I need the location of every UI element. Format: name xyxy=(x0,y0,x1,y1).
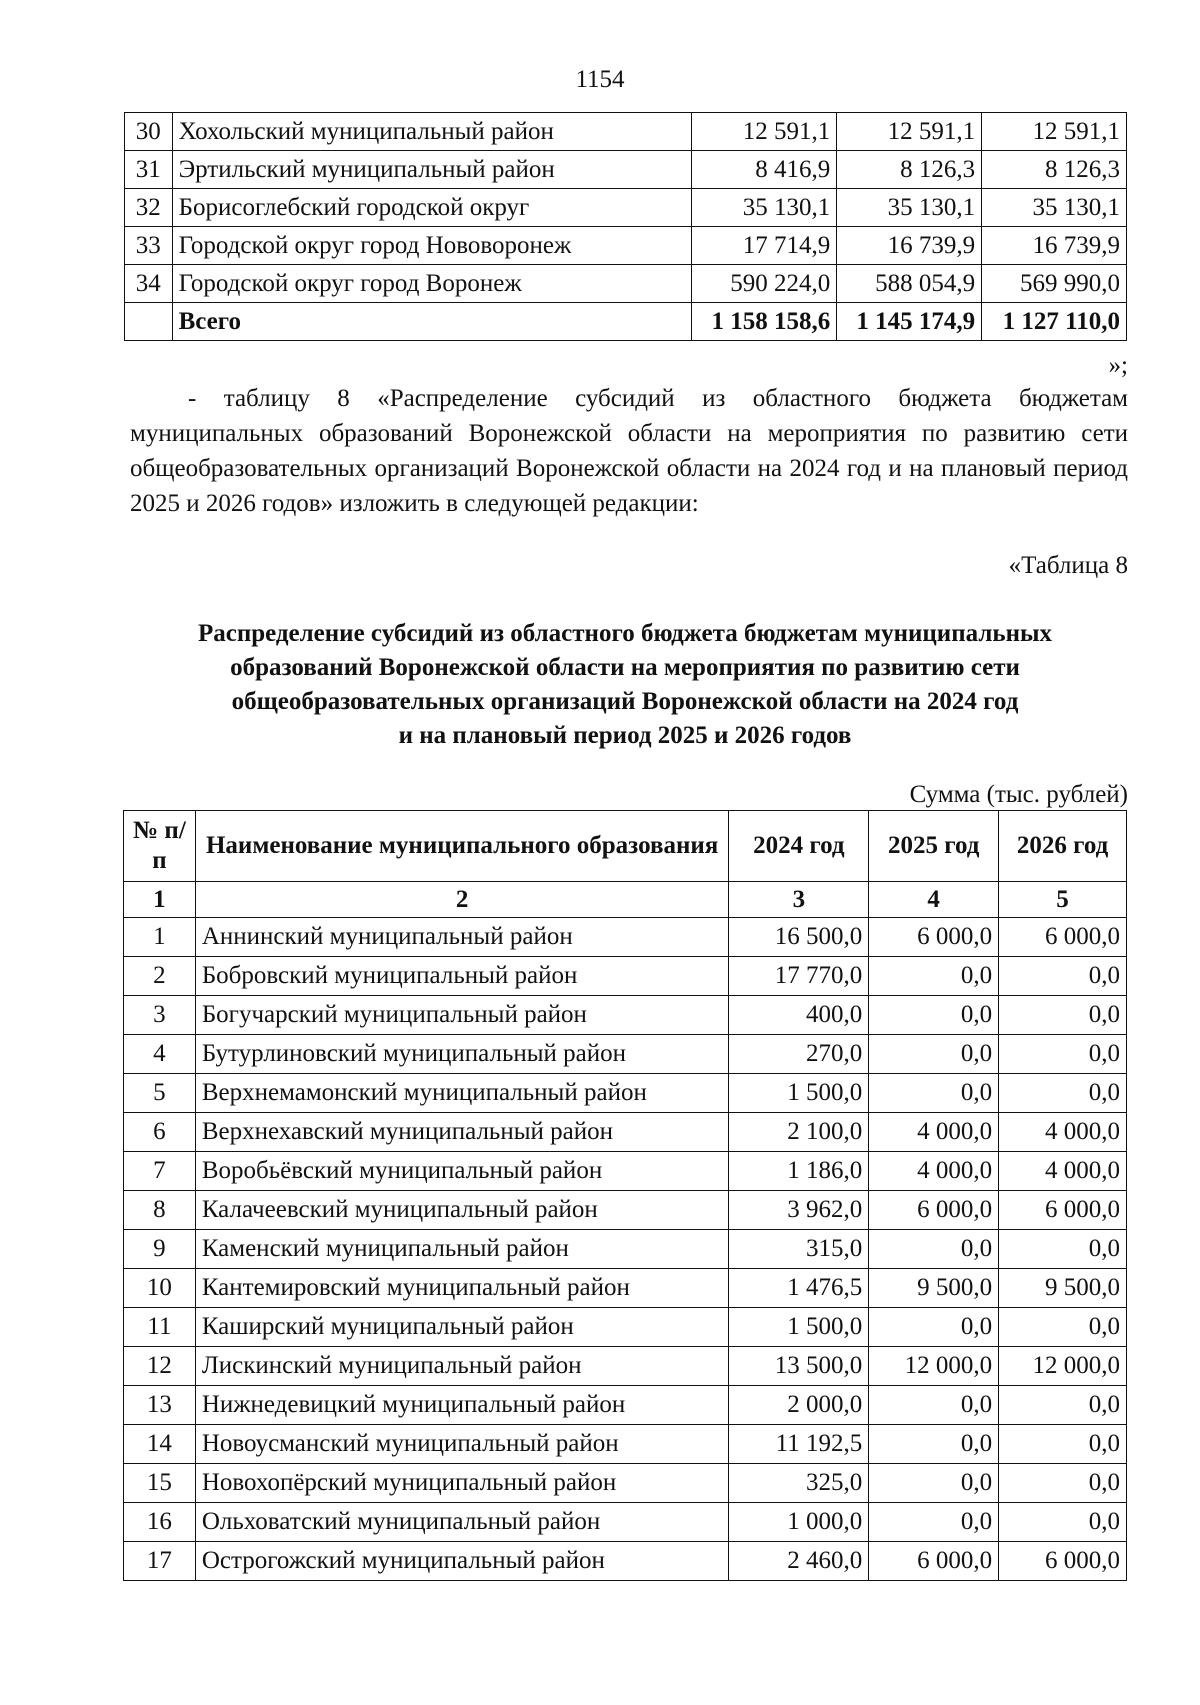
subsidy-table-body xyxy=(124,918,1127,1581)
municipality-name: Калачеевский муниципальный район xyxy=(195,1191,729,1230)
table-row xyxy=(124,1542,1127,1581)
row-number: 14 xyxy=(124,1425,196,1464)
municipality-name: Борисоглебский городской округ xyxy=(172,189,692,227)
table-title-line: общеобразовательных организаций Воронежской области на 2024 год xyxy=(231,688,1019,715)
header-2026: 2026 год xyxy=(999,811,1127,882)
municipality-name: Ольховатский муниципальный район xyxy=(195,1503,729,1542)
table-row xyxy=(124,1035,1127,1074)
total-2026: 1 127 110,0 xyxy=(982,303,1127,341)
table-closing-quote: »; xyxy=(1108,352,1128,379)
value-2024: 2 000,0 xyxy=(729,1386,869,1425)
row-number: 17 xyxy=(124,1542,196,1581)
page-number: 1154 xyxy=(575,66,625,93)
row-number: 12 xyxy=(124,1347,196,1386)
municipality-name: Воробьёвский муниципальный район xyxy=(195,1152,729,1191)
row-number: 30 xyxy=(125,113,173,151)
value-2025: 4 000,0 xyxy=(869,1152,999,1191)
row-number: 31 xyxy=(125,151,173,189)
row-number: 34 xyxy=(125,265,173,303)
municipality-name: Верхнехавский муниципальный район xyxy=(195,1113,729,1152)
value-2025: 9 500,0 xyxy=(869,1269,999,1308)
municipality-name: Бобровский муниципальный район xyxy=(195,957,729,996)
value-2026: 6 000,0 xyxy=(999,1191,1127,1230)
row-number: 13 xyxy=(124,1386,196,1425)
total-number-cell xyxy=(125,303,173,341)
total-2024: 1 158 158,6 xyxy=(692,303,837,341)
value-2026: 6 000,0 xyxy=(999,1542,1127,1581)
column-number: 1 xyxy=(124,882,196,918)
value-2024: 12 591,1 xyxy=(692,113,837,151)
municipality-name: Эртильский муниципальный район xyxy=(172,151,692,189)
municipality-name: Городской округ город Нововоронеж xyxy=(172,227,692,265)
value-2026: 12 591,1 xyxy=(982,113,1127,151)
header-num: № п/п xyxy=(124,811,196,882)
value-2025: 0,0 xyxy=(869,1035,999,1074)
municipality-name: Острогожский муниципальный район xyxy=(195,1542,729,1581)
total-label: Всего xyxy=(172,303,692,341)
row-number: 3 xyxy=(124,996,196,1035)
value-2024: 1 500,0 xyxy=(729,1074,869,1113)
value-2024: 270,0 xyxy=(729,1035,869,1074)
table-title-line: и на плановый период 2025 и 2026 годов xyxy=(398,722,852,749)
value-2024: 17 714,9 xyxy=(692,227,837,265)
value-2025: 16 739,9 xyxy=(837,227,982,265)
table-row xyxy=(124,918,1127,957)
value-2026: 4 000,0 xyxy=(999,1152,1127,1191)
value-2025: 0,0 xyxy=(869,1503,999,1542)
value-2026: 0,0 xyxy=(999,1503,1127,1542)
value-2026: 0,0 xyxy=(999,957,1127,996)
value-2024: 2 460,0 xyxy=(729,1542,869,1581)
value-2024: 590 224,0 xyxy=(692,265,837,303)
value-2025: 6 000,0 xyxy=(869,1191,999,1230)
table-row xyxy=(125,227,1127,265)
table-row xyxy=(124,1191,1127,1230)
row-number: 5 xyxy=(124,1074,196,1113)
municipality-name: Городской округ город Воронеж xyxy=(172,265,692,303)
value-2026: 0,0 xyxy=(999,996,1127,1035)
value-2026: 0,0 xyxy=(999,1035,1127,1074)
row-number: 7 xyxy=(124,1152,196,1191)
value-2025: 8 126,3 xyxy=(837,151,982,189)
value-2026: 8 126,3 xyxy=(982,151,1127,189)
value-2026: 12 000,0 xyxy=(999,1347,1127,1386)
column-number: 3 xyxy=(729,882,869,918)
column-number: 5 xyxy=(999,882,1127,918)
value-2025: 6 000,0 xyxy=(869,918,999,957)
table-title xyxy=(120,617,1130,753)
value-2024: 3 962,0 xyxy=(729,1191,869,1230)
table-row xyxy=(125,265,1127,303)
value-2025: 0,0 xyxy=(869,1425,999,1464)
table-title-line: Распределение субсидий из областного бюджета бюджетам муниципальных xyxy=(197,620,1053,647)
table-row xyxy=(124,1464,1127,1503)
value-2024: 2 100,0 xyxy=(729,1113,869,1152)
header-2025: 2025 год xyxy=(869,811,999,882)
value-2024: 1 476,5 xyxy=(729,1269,869,1308)
column-number: 2 xyxy=(195,882,729,918)
table-row xyxy=(124,1152,1127,1191)
value-2025: 0,0 xyxy=(869,1230,999,1269)
value-2024: 400,0 xyxy=(729,996,869,1035)
value-2024: 1 000,0 xyxy=(729,1503,869,1542)
value-2025: 4 000,0 xyxy=(869,1113,999,1152)
value-2024: 325,0 xyxy=(729,1464,869,1503)
municipality-name: Каширский муниципальный район xyxy=(195,1308,729,1347)
value-2026: 4 000,0 xyxy=(999,1113,1127,1152)
table-row xyxy=(125,151,1127,189)
row-number: 32 xyxy=(125,189,173,227)
table-row xyxy=(124,1230,1127,1269)
value-2025: 0,0 xyxy=(869,1386,999,1425)
value-2026: 0,0 xyxy=(999,1308,1127,1347)
value-2026: 35 130,1 xyxy=(982,189,1127,227)
value-2025: 0,0 xyxy=(869,1308,999,1347)
value-2026: 9 500,0 xyxy=(999,1269,1127,1308)
header-name: Наименование муниципального образования xyxy=(195,811,729,882)
table-title-line: образований Воронежской области на мероприятия по развитию сети xyxy=(230,654,1020,681)
table-row xyxy=(124,996,1127,1035)
value-2025: 0,0 xyxy=(869,1074,999,1113)
table-row xyxy=(124,1113,1127,1152)
municipality-name: Нижнедевицкий муниципальный район xyxy=(195,1386,729,1425)
value-2024: 16 500,0 xyxy=(729,918,869,957)
total-2025: 1 145 174,9 xyxy=(837,303,982,341)
amendment-paragraph: - таблицу 8 «Распределение субсидий из областного бюджета бюджетам муниципальных образований Воронежской области на мероприятия по развитию сети общеобразовательных организаций Воронежской области на 2024 год и на плановый период 2025 и 2026 годов» изложить в следующей редакции: xyxy=(130,385,1128,517)
table-row xyxy=(124,1425,1127,1464)
subsidy-table xyxy=(123,810,1127,1581)
municipality-name: Лискинский муниципальный район xyxy=(195,1347,729,1386)
previous-table xyxy=(124,112,1127,341)
row-number: 11 xyxy=(124,1308,196,1347)
row-number: 4 xyxy=(124,1035,196,1074)
value-2025: 35 130,1 xyxy=(837,189,982,227)
value-2026: 0,0 xyxy=(999,1386,1127,1425)
column-number: 4 xyxy=(869,882,999,918)
table-row xyxy=(124,957,1127,996)
value-2024: 315,0 xyxy=(729,1230,869,1269)
table-row xyxy=(124,1074,1127,1113)
value-2024: 13 500,0 xyxy=(729,1347,869,1386)
municipality-name: Аннинский муниципальный район xyxy=(195,918,729,957)
value-2026: 0,0 xyxy=(999,1425,1127,1464)
value-2025: 12 591,1 xyxy=(837,113,982,151)
row-number: 9 xyxy=(124,1230,196,1269)
row-number: 6 xyxy=(124,1113,196,1152)
value-2025: 0,0 xyxy=(869,957,999,996)
municipality-name: Бутурлиновский муниципальный район xyxy=(195,1035,729,1074)
value-2026: 569 990,0 xyxy=(982,265,1127,303)
value-2024: 1 500,0 xyxy=(729,1308,869,1347)
table-header-row xyxy=(124,811,1127,882)
value-2026: 0,0 xyxy=(999,1074,1127,1113)
value-2026: 0,0 xyxy=(999,1230,1127,1269)
value-2026: 0,0 xyxy=(999,1464,1127,1503)
value-2026: 6 000,0 xyxy=(999,918,1127,957)
header-2024: 2024 год xyxy=(729,811,869,882)
units-label: Сумма (тыс. рублей) xyxy=(909,781,1128,808)
column-number-row xyxy=(124,882,1127,918)
row-number: 16 xyxy=(124,1503,196,1542)
table-row xyxy=(124,1269,1127,1308)
table-row xyxy=(124,1308,1127,1347)
row-number: 10 xyxy=(124,1269,196,1308)
value-2025: 12 000,0 xyxy=(869,1347,999,1386)
row-number: 15 xyxy=(124,1464,196,1503)
table-row xyxy=(124,1386,1127,1425)
table-row xyxy=(124,1347,1127,1386)
municipality-name: Новоусманский муниципальный район xyxy=(195,1425,729,1464)
value-2024: 8 416,9 xyxy=(692,151,837,189)
row-number: 2 xyxy=(124,957,196,996)
table-row xyxy=(125,189,1127,227)
municipality-name: Богучарский муниципальный район xyxy=(195,996,729,1035)
row-number: 33 xyxy=(125,227,173,265)
municipality-name: Новохопёрский муниципальный район xyxy=(195,1464,729,1503)
value-2026: 16 739,9 xyxy=(982,227,1127,265)
value-2025: 0,0 xyxy=(869,996,999,1035)
total-row xyxy=(125,303,1127,341)
row-number: 1 xyxy=(124,918,196,957)
previous-table-body xyxy=(125,113,1127,341)
value-2025: 588 054,9 xyxy=(837,265,982,303)
value-2024: 11 192,5 xyxy=(729,1425,869,1464)
municipality-name: Верхнемамонский муниципальный район xyxy=(195,1074,729,1113)
municipality-name: Хохольский муниципальный район xyxy=(172,113,692,151)
municipality-name: Каменский муниципальный район xyxy=(195,1230,729,1269)
table-caption: «Таблица 8 xyxy=(1008,552,1128,579)
table-row xyxy=(124,1503,1127,1542)
value-2024: 1 186,0 xyxy=(729,1152,869,1191)
value-2024: 35 130,1 xyxy=(692,189,837,227)
table-row xyxy=(125,113,1127,151)
value-2025: 6 000,0 xyxy=(869,1542,999,1581)
row-number: 8 xyxy=(124,1191,196,1230)
value-2024: 17 770,0 xyxy=(729,957,869,996)
value-2025: 0,0 xyxy=(869,1464,999,1503)
municipality-name: Кантемировский муниципальный район xyxy=(195,1269,729,1308)
